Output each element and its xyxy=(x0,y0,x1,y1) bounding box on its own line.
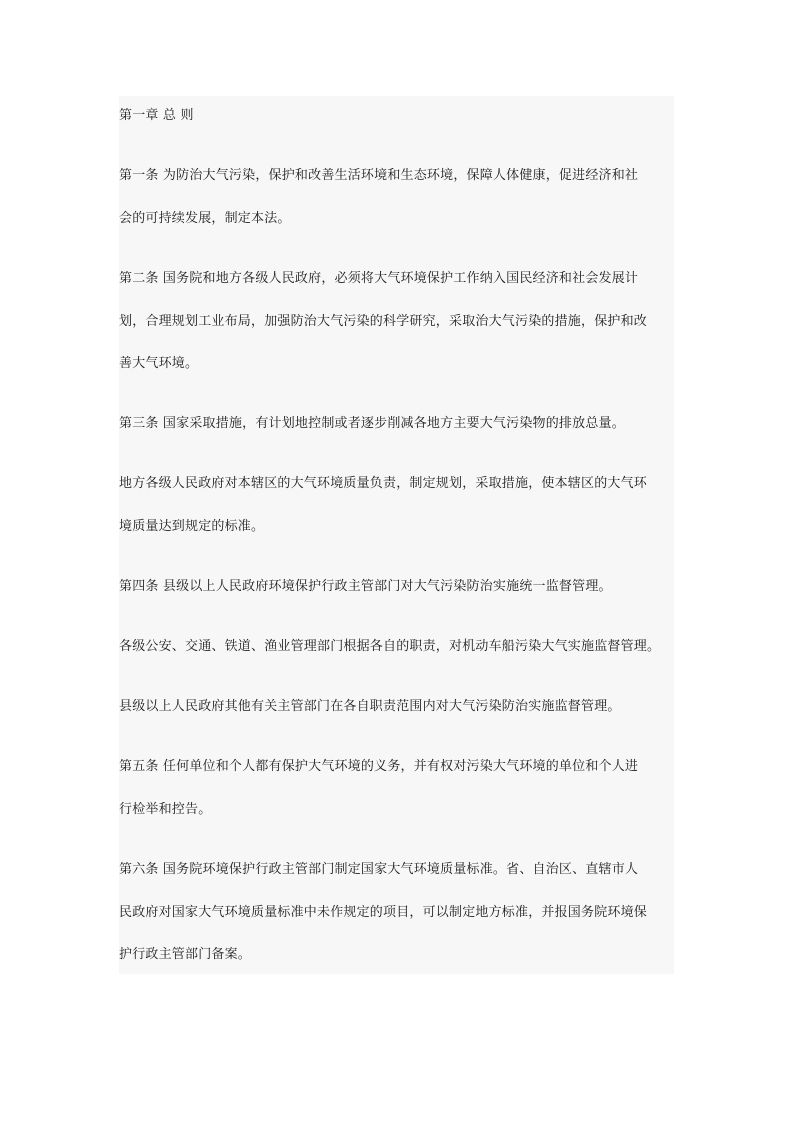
article-4-para-3: 县级以上人民政府其他有关主管部门在各自职责范围内对大气污染防治实施监督管理。 xyxy=(119,699,621,714)
article-6-line-1: 第六条 国务院环境保护行政主管部门制定国家大气环境质量标准。省、自治区、直辖市人 xyxy=(119,862,639,877)
article-6-line-2: 民政府对国家大气环境质量标准中未作规定的项目，可以制定地方标准，并报国务院环境保 xyxy=(119,905,648,920)
article-4-para-2: 各级公安、交通、铁道、渔业管理部门根据各自的职责，对机动车船污染大气实施监督管理。 xyxy=(119,639,661,654)
chapter-heading: 第一章 总 则 xyxy=(119,108,194,123)
article-2-line-2: 划，合理规划工业布局，加强防治大气污染的科学研究，采取治大气污染的措施，保护和改 xyxy=(119,314,648,329)
article-4-line-1: 第四条 县级以上人民政府环境保护行政主管部门对大气污染防治实施统一监督管理。 xyxy=(119,579,612,594)
article-1-line-1: 第一条 为防治大气污染，保护和改善生活环境和生态环境，保障人体健康，促进经济和社 xyxy=(119,168,639,183)
article-5-line-2: 行检举和控告。 xyxy=(119,802,212,817)
article-6-line-3: 护行政主管部门备案。 xyxy=(119,947,252,962)
article-3-para-2-line-2: 境质量达到规定的标准。 xyxy=(119,519,265,534)
article-5-line-1: 第五条 任何单位和个人都有保护大气环境的义务，并有权对污染大气环境的单位和个人进 xyxy=(119,759,639,774)
article-3-para-2-line-1: 地方各级人民政府对本辖区的大气环境质量负责，制定规划，采取措施，使本辖区的大气环 xyxy=(119,476,648,491)
content-background xyxy=(119,96,674,974)
article-1-line-2: 会的可持续发展，制定本法。 xyxy=(119,211,291,226)
article-2-line-3: 善大气环境。 xyxy=(119,356,199,371)
article-2-line-1: 第二条 国务院和地方各级人民政府，必须将大气环境保护工作纳入国民经济和社会发展计 xyxy=(119,271,639,286)
article-3-line-1: 第三条 国家采取措施，有计划地控制或者逐步削减各地方主要大气污染物的排放总量。 xyxy=(119,416,625,431)
